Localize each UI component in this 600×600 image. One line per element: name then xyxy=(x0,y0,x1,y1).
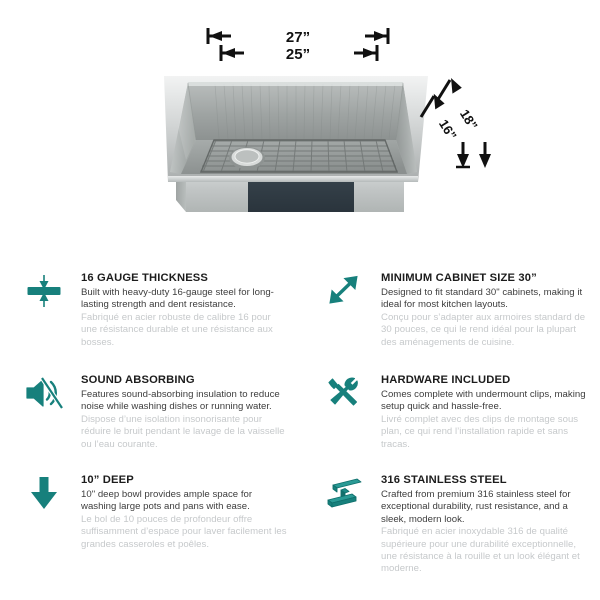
feature-text-block xyxy=(68,373,300,451)
feature-text-block xyxy=(368,271,600,349)
steel-beam-icon xyxy=(320,473,368,517)
sink-body xyxy=(164,76,428,212)
feature-item-10-inch-deep xyxy=(0,460,300,580)
sound-dampening-pad xyxy=(248,178,354,212)
feature-description-fr: Le bol de 10 pouces de profondeur offre suffisamment d’espace pour laver facilement les grandes casseroles et poêles. xyxy=(81,513,287,550)
feature-list xyxy=(0,258,600,600)
feature-item-16-gauge-thickness xyxy=(0,258,300,360)
feature-description-fr: Fabriqué en acier inoxydable 316 de qualité supérieure pour une durabilité exceptionnelle, une résistance à la rouille et un look élégant et moderne. xyxy=(381,526,580,575)
thickness-icon xyxy=(20,271,68,315)
feature-item-316-stainless-steel xyxy=(300,460,600,580)
feature-title: 316 STAINLESS STEEL xyxy=(381,474,507,486)
feature-text-block xyxy=(68,473,300,551)
feature-description-en: Crafted from premium 316 stainless steel for exceptional durability, rust resistance, and a sleek, modern look. xyxy=(381,489,571,525)
dimension-label-width-inner: 25” xyxy=(285,46,311,63)
sink-illustration xyxy=(0,0,600,252)
product-hero-image xyxy=(0,0,600,252)
feature-description-en: Comes complete with undermount clips, making setup quick and hassle-free. xyxy=(381,389,586,413)
feature-title: MINIMUM CABINET SIZE 30” xyxy=(381,272,537,284)
feature-text-block xyxy=(68,271,300,349)
feature-item-minimum-cabinet-size xyxy=(300,258,600,360)
dimension-callout-27 xyxy=(208,28,388,46)
feature-description-en: Features sound-absorbing insulation to reduce noise while washing dishes or running water. xyxy=(81,389,280,413)
feature-text-block xyxy=(368,373,600,451)
feature-description-en: 10" deep bowl provides ample space for washing large pots and pans with ease. xyxy=(81,489,253,513)
dimension-label-depth-outer: 18” xyxy=(456,106,481,133)
feature-title: 16 GAUGE THICKNESS xyxy=(81,272,209,284)
dimension-label-depth-inner: 16” xyxy=(435,116,460,143)
muted-speaker-icon xyxy=(20,373,68,417)
feature-item-sound-absorbing xyxy=(0,360,300,460)
dimension-label-width-outer: 27” xyxy=(285,29,311,46)
down-arrow-icon xyxy=(20,473,68,517)
feature-description-fr: Livré complet avec des clips de montage sous plan, ce qui rend l’installation rapide et sans tracas. xyxy=(381,413,579,450)
drain-opening xyxy=(229,147,265,169)
feature-item-hardware-included xyxy=(300,360,600,460)
feature-title: 10” DEEP xyxy=(81,474,134,486)
feature-description-en: Built with heavy-duty 16-gauge steel for long-lasting strength and dent resistance. xyxy=(81,287,274,311)
feature-description-fr: Dispose d’une isolation insonorisante pour réduire le bruit pendant le lavage de la vaisselle ou l’eau courante. xyxy=(81,413,285,450)
feature-title: HARDWARE INCLUDED xyxy=(381,374,511,386)
feature-title: SOUND ABSORBING xyxy=(81,374,195,386)
tools-icon xyxy=(320,373,368,417)
expand-arrows-icon xyxy=(320,271,368,315)
feature-description-en: Designed to fit standard 30" cabinets, making it ideal for most kitchen layouts. xyxy=(381,287,583,311)
feature-description-fr: Conçu pour s’adapter aux armoires standard de 30 pouces, ce qui le rend idéal pour la plupart des aménagements de cuisine. xyxy=(381,311,586,348)
feature-text-block xyxy=(368,473,600,576)
feature-description-fr: Fabriqué en acier robuste de calibre 16 pour une résistance durable et une résistance aux bosses. xyxy=(81,311,273,348)
dimension-callout-25 xyxy=(221,45,377,63)
dimension-callout-16 xyxy=(421,92,470,168)
